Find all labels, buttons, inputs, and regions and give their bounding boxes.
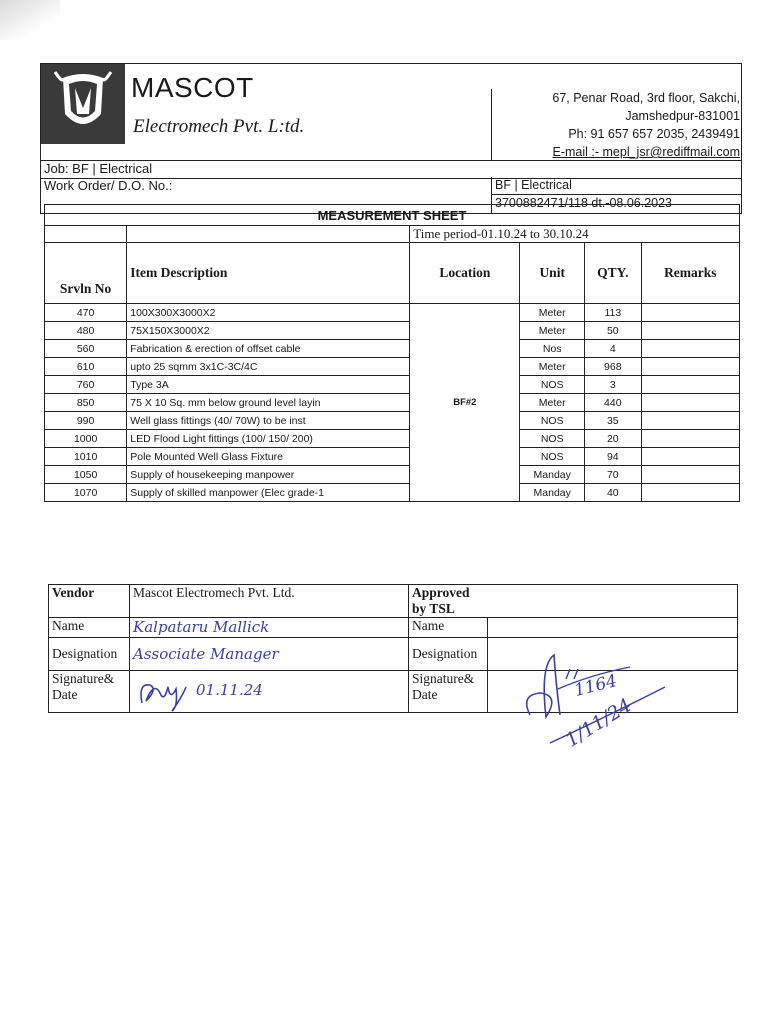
table-row — [45, 430, 740, 448]
table-row — [45, 466, 740, 484]
vendor-date-handwritten: 01.11.24 — [196, 681, 263, 699]
description-cell: 100X300X3000X2 — [127, 304, 410, 322]
qty-cell: 20 — [585, 430, 642, 448]
table-row — [45, 304, 740, 322]
unit-cell: NOS — [520, 448, 585, 466]
signature-label: Signature& — [52, 671, 115, 686]
remarks-cell — [641, 484, 739, 502]
qty-cell: 440 — [585, 394, 642, 412]
company-address — [491, 89, 742, 161]
srvln-cell: 470 — [45, 304, 127, 322]
address-line: Jamshedpur-831001 — [625, 109, 740, 123]
remarks-cell — [641, 448, 739, 466]
qty-cell: 3 — [585, 376, 642, 394]
unit-cell: Meter — [520, 394, 585, 412]
qty-cell: 70 — [585, 466, 642, 484]
description-cell: Pole Mounted Well Glass Fixture — [127, 448, 410, 466]
company-name: MASCOT — [131, 72, 254, 103]
header-item-description: Item Description — [127, 243, 410, 304]
qty-cell: 50 — [585, 322, 642, 340]
page-edge-shadow — [0, 0, 60, 40]
name-label: Name — [49, 618, 130, 638]
unit-cell: Meter — [520, 358, 585, 376]
qty-cell: 113 — [585, 304, 642, 322]
approved-label: Approved by TSL — [409, 585, 488, 618]
header-srvln: Srvln No — [45, 243, 127, 304]
remarks-cell — [641, 304, 739, 322]
srvln-cell: 850 — [45, 394, 127, 412]
qty-cell: 94 — [585, 448, 642, 466]
remarks-cell — [641, 394, 739, 412]
table-row — [45, 340, 740, 358]
divider — [492, 194, 742, 195]
description-cell: 75X150X3000X2 — [127, 322, 410, 340]
unit-cell: NOS — [520, 412, 585, 430]
unit-cell: Meter — [520, 322, 585, 340]
email-line: E-mail :- mepl_jsr@rediffmail.com — [552, 145, 740, 159]
unit-cell: NOS — [520, 376, 585, 394]
name-label: Name — [409, 618, 488, 638]
qty-cell: 4 — [585, 340, 642, 358]
tsl-signature-icon — [510, 645, 680, 775]
description-cell: Fabrication & erection of offset cable — [127, 340, 410, 358]
description-cell: upto 25 sqmm 3x1C-3C/4C — [127, 358, 410, 376]
address-line: 67, Penar Road, 3rd floor, Sakchi, — [552, 91, 740, 105]
vendor-designation-handwritten: Associate Manager — [130, 638, 409, 671]
header-remarks: Remarks — [641, 243, 739, 304]
remarks-cell — [641, 376, 739, 394]
shield-logo-icon — [41, 64, 125, 144]
description-cell: LED Flood Light fittings (100/ 150/ 200) — [127, 430, 410, 448]
remarks-cell — [641, 340, 739, 358]
department-value: BF | Electrical — [495, 178, 572, 192]
srvln-cell: 1000 — [45, 430, 127, 448]
srvln-cell: 560 — [45, 340, 127, 358]
job-label: Job: BF | Electrical — [44, 161, 153, 176]
tsl-date-handwritten: 1/11/24 — [561, 694, 636, 752]
header-qty: QTY. — [585, 243, 642, 304]
header-location: Location — [410, 243, 520, 304]
vendor-name-handwritten: Kalpataru Mallick — [130, 618, 409, 638]
unit-cell: Meter — [520, 304, 585, 322]
company-subtitle: Electromech Pvt. L:td. — [133, 116, 305, 137]
remarks-cell — [641, 430, 739, 448]
description-cell: Type 3A — [127, 376, 410, 394]
table-row — [45, 376, 740, 394]
unit-cell: Manday — [520, 466, 585, 484]
tsl-signature-text: 1164 — [572, 671, 620, 701]
srvln-cell: 990 — [45, 412, 127, 430]
srvln-cell: 760 — [45, 376, 127, 394]
table-row — [45, 484, 740, 502]
header-unit: Unit — [520, 243, 585, 304]
unit-cell: NOS — [520, 430, 585, 448]
signature-date-label — [409, 671, 488, 713]
qty-cell: 40 — [585, 484, 642, 502]
table-row — [45, 394, 740, 412]
srvln-cell: 1070 — [45, 484, 127, 502]
description-cell: Supply of skilled manpower (Elec grade-1 — [127, 484, 410, 502]
description-cell: 75 X 10 Sq. mm below ground level layin — [127, 394, 410, 412]
description-cell: Supply of housekeeping manpower — [127, 466, 410, 484]
date-label: Date — [52, 687, 78, 702]
table-row — [45, 412, 740, 430]
designation-label: Designation — [49, 638, 130, 671]
table-row — [45, 358, 740, 376]
signature-date-label — [49, 671, 130, 713]
time-period: Time period-01.10.24 to 30.10.24 — [410, 226, 740, 243]
remarks-cell — [641, 466, 739, 484]
srvln-cell: 610 — [45, 358, 127, 376]
vendor-label: Vendor — [49, 585, 130, 618]
unit-cell: Manday — [520, 484, 585, 502]
qty-cell: 35 — [585, 412, 642, 430]
srvln-cell: 1010 — [45, 448, 127, 466]
phone-line: Ph: 91 657 657 2035, 2439491 — [568, 127, 740, 141]
measurement-table — [44, 204, 740, 502]
remarks-cell — [641, 412, 739, 430]
company-logo — [41, 64, 125, 144]
letterhead — [40, 63, 742, 179]
srvln-cell: 1050 — [45, 466, 127, 484]
date-label: Date — [412, 687, 438, 702]
vendor-value: Mascot Electromech Pvt. Ltd. — [130, 585, 409, 618]
work-order-number: 3700882471/118 dt.-08.06.2023 — [495, 196, 673, 210]
sheet-title: MEASUREMENT SHEET — [45, 205, 740, 226]
designation-label: Designation — [409, 638, 488, 671]
remarks-cell — [641, 322, 739, 340]
location-cell: BF#2 — [410, 304, 520, 502]
table-row — [45, 322, 740, 340]
work-order-label: Work Order/ D.O. No.: — [44, 178, 173, 193]
description-cell: Well glass fittings (40/ 70W) to be inst — [127, 412, 410, 430]
remarks-cell — [641, 358, 739, 376]
unit-cell: Nos — [520, 340, 585, 358]
table-row — [45, 448, 740, 466]
signature-label: Signature& — [412, 671, 475, 686]
vendor-signature-cell — [130, 671, 409, 713]
srvln-cell: 480 — [45, 322, 127, 340]
qty-cell: 968 — [585, 358, 642, 376]
